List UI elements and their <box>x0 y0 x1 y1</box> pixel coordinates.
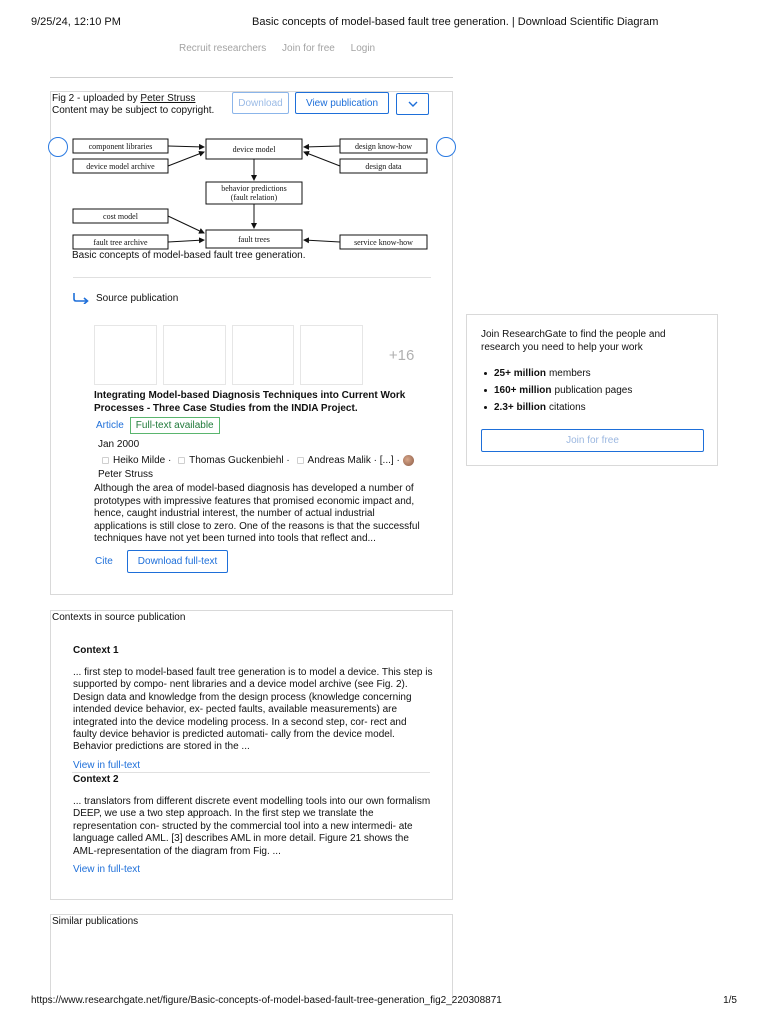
download-button[interactable]: Download <box>232 92 289 114</box>
node-component-libraries: component libraries <box>88 142 153 151</box>
join-for-free-button[interactable]: Join for free <box>481 429 704 452</box>
author-icon <box>297 457 304 464</box>
node-fault-relation: (fault relation) <box>230 193 278 202</box>
stat-value: 160+ million <box>494 385 552 396</box>
publication-date: Jan 2000 <box>98 439 140 450</box>
download-full-text-button[interactable]: Download full-text <box>127 550 228 573</box>
more-options-button[interactable] <box>396 93 429 115</box>
node-device-model-archive: device model archive <box>86 162 155 171</box>
node-design-knowhow: design know-how <box>354 142 413 151</box>
full-text-badge: Full-text available <box>130 417 220 434</box>
author-list: Heiko Milde · Thomas Guckenbiehl · Andreas Malik · [...] · Peter Struss <box>98 454 438 482</box>
print-datetime: 9/25/24, 12:10 PM <box>31 16 121 28</box>
view-in-full-text-link[interactable]: View in full-text <box>73 759 141 771</box>
fault-tree-diagram <box>71 132 431 252</box>
more-authors[interactable]: [...] <box>379 455 394 466</box>
copyright-note: Content may be subject to copyright. <box>52 104 215 116</box>
stat-label: publication pages <box>554 385 633 396</box>
arrow-return-icon <box>72 292 90 304</box>
context-divider <box>72 772 430 773</box>
node-fault-tree-archive: fault tree archive <box>93 238 148 247</box>
context-heading: Context 2 <box>73 774 119 785</box>
similar-publications-card <box>50 914 453 1004</box>
next-figure-button[interactable] <box>436 137 456 157</box>
list-item <box>484 368 632 379</box>
figure-caption: Basic concepts of model-based fault tree generation. <box>72 250 306 261</box>
avatar <box>403 455 414 466</box>
context-text: ... translators from different discrete event modelling tools into our own formalism DEEP, we use a two step approach. In the first step we translate the representation con- structed by the commercial tool into a new intermedi- ate language called AML. [3] describes AML in more detail. Figure 21 shows the AML-representation of the diagram from Fig. ... <box>73 796 431 857</box>
stat-value: 25+ million <box>494 368 546 379</box>
context-item <box>73 774 433 875</box>
stats-list <box>484 368 632 419</box>
figure-label: Fig 2 - uploaded by <box>52 93 138 104</box>
page-thumbnail[interactable] <box>300 325 363 385</box>
source-publication-text: Source publication <box>96 292 179 304</box>
source-publication-label <box>72 292 178 304</box>
nav-join-link[interactable]: Join for free <box>282 43 335 54</box>
article-tag: Article <box>96 420 124 431</box>
context-item <box>73 645 433 771</box>
publication-actions <box>95 550 228 573</box>
page-url: https://www.researchgate.net/figure/Basic-concepts-of-model-based-fault-tree-generation_fig2_220308871 <box>31 995 502 1006</box>
cite-button[interactable]: Cite <box>95 556 113 567</box>
author-name[interactable]: Andreas Malik <box>307 455 371 466</box>
page-thumbnail[interactable] <box>94 325 157 385</box>
figure-header <box>52 93 214 116</box>
more-pages-count[interactable]: +16 <box>388 346 415 364</box>
print-header <box>31 16 737 30</box>
similar-publications-title: Similar publications <box>52 916 139 927</box>
page-number: 1/5 <box>723 995 737 1006</box>
publication-tags <box>94 417 220 434</box>
contexts-card <box>50 610 453 900</box>
chevron-down-icon <box>408 101 418 107</box>
stat-label: citations <box>548 402 586 413</box>
list-item <box>484 402 632 413</box>
node-device-model: device model <box>232 145 276 154</box>
page-thumbnail[interactable] <box>163 325 226 385</box>
context-text: ... first step to model-based fault tree generation is to model a device. This step is supported by compo- nent libraries and a device model archive (see Fig. 2). Design data and knowledge from the design process (knowledge concerning intended device behavior, ex- pected faults, available measurements) are integrated into the device modeling process. In a second step, cor- rect and faulty device behavior is predicted automati- cally from the device model. Behavior predictions are stored in the ... <box>73 667 433 753</box>
publication-title[interactable]: Integrating Model-based Diagnosis Techniques into Current Work Processes - Three Case Studies from the INDIA Project. <box>94 390 406 414</box>
uploader-link[interactable]: Peter Struss <box>140 93 196 104</box>
caption-divider <box>73 277 431 278</box>
author-name[interactable]: Peter Struss <box>98 469 154 480</box>
node-service-knowhow: service know-how <box>354 238 413 247</box>
figure-card <box>50 91 453 595</box>
header-divider <box>50 77 453 78</box>
list-item <box>484 385 632 396</box>
view-publication-button[interactable]: View publication <box>295 92 389 114</box>
nav-recruit-link[interactable]: Recruit researchers <box>179 43 267 54</box>
node-behavior-predictions: behavior predictions <box>221 184 287 193</box>
top-nav <box>179 43 388 54</box>
contexts-title: Contexts in source publication <box>52 612 186 623</box>
node-design-data: design data <box>365 162 402 171</box>
node-fault-trees: fault trees <box>238 235 270 244</box>
join-promo-card <box>466 314 718 466</box>
stat-label: members <box>548 368 591 379</box>
view-in-full-text-link[interactable]: View in full-text <box>73 864 141 876</box>
author-name[interactable]: Thomas Guckenbiehl <box>189 455 284 466</box>
context-heading: Context 1 <box>73 645 119 656</box>
node-cost-model: cost model <box>103 212 138 221</box>
page-thumbnail[interactable] <box>232 325 295 385</box>
author-name[interactable]: Heiko Milde <box>113 455 166 466</box>
stat-value: 2.3+ billion <box>494 402 546 413</box>
nav-login-link[interactable]: Login <box>350 43 376 54</box>
print-page-title: Basic concepts of model-based fault tree generation. | Download Scientific Diagram <box>252 16 659 28</box>
page-thumbnails <box>94 325 434 385</box>
previous-figure-button[interactable] <box>48 137 68 157</box>
author-icon <box>178 457 185 464</box>
join-promo-text: Join ResearchGate to find the people and research you need to help your work <box>481 329 666 353</box>
publication-abstract: Although the area of model-based diagnosis has developed a number of prototypes with impressive features that promised economic impact and, hence, caught industrial interest, the number of actual industrial applications is still close to zero. One of the reasons is that the successful techniques have not yet been turned into tools that reflect and... <box>94 483 420 545</box>
author-icon <box>102 457 109 464</box>
